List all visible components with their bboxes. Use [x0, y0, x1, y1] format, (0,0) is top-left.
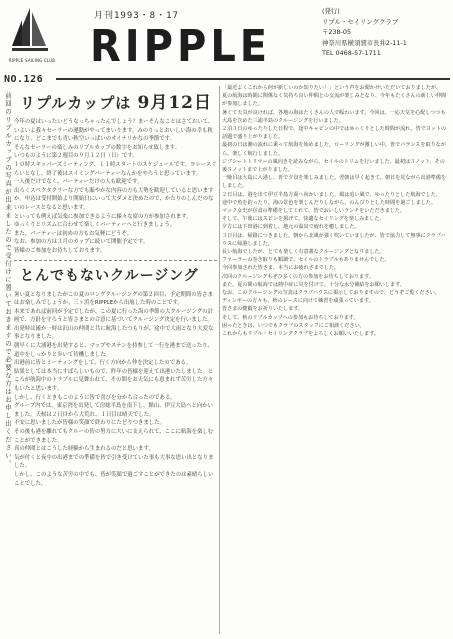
club-logo [4, 6, 54, 72]
section-divider [14, 260, 217, 261]
article2-body [14, 291, 217, 489]
paragraph: 次回のクルージングもぜひ多くの方の参加をお待ちしております。 [222, 273, 374, 280]
paragraph: 結果としては本当にすばらしいもので、昨年の皆様を迎えて出港いたしました。ところが航海中のトラブルに見舞われて、その間をお天気にも恵まれず苦労した方々もいたと思います。 [14, 368, 214, 393]
issue-date: 月刊1993・8・17 [94, 11, 179, 21]
paragraph: 皆様のご参加をお待ちしております。 [14, 247, 106, 254]
paragraph: ディンギーの方々も、秋のレースに向けて練習を頑張っています。 [222, 298, 374, 305]
paragraph: 暑くて天気が良ければ、各地の海はたくさんの人で賑わいます。今回は、一応天気を心配しつつも大島を含めた三浦半島のクルージングを行いました。 [222, 109, 446, 124]
paragraph: そして、秋のリプルカップへの参加もお待ちしております。 [222, 314, 359, 321]
paragraph: 皆さまの健闘をお祈りいたします。 [222, 306, 304, 313]
paragraph: といっても例えば気楽に参加できるように様々な席の方が参加されます。 [14, 213, 192, 220]
sailboat-logo-icon [10, 6, 50, 58]
paragraph: 夏の航海は時間に関係なく気持ち良い仲間との交流が楽しみとなり、今年もたくさんの新しい仲間が参加しました。 [222, 93, 447, 108]
paragraph: 暑い夏となりましたがこの夏のロングクルージングの第２回目、予定期間の皆さまはお楽しみでしょうか。三ヶ浜をRIPPLEから出航した時のことです。 [14, 291, 213, 307]
side-notice: 前回のリプルカップの写真が出来ましたので受付けに置いておきますので必要な方はお申し出ください。 [4, 92, 12, 468]
article2-title: とんでもないクルージング [20, 267, 199, 284]
paragraph: マック女史が昼食の準備をしてくれて、皆でおいしいランチをいただきました。 [222, 208, 406, 215]
column-divider [219, 86, 220, 634]
paragraph: 本来であれば前回が予定でしたが、この夏に行った海の季節の大クルージングの計画で、方針を守ろうと皆さまとの合意に基づいてクルージング決定を行いました。 [14, 308, 213, 324]
paragraph: ジブシートトリマーの風向きを読みながら、セイルのトリムを行いました。最初は３ノット、その後５ノットまで上がりました。 [222, 158, 445, 174]
article2-title-wrap [14, 265, 217, 291]
paragraph: しかし、行くときもこのように皆で喜びを分かち合ったのである。 [14, 394, 176, 401]
paragraph: 最初の日は潮の流れに乗って航海を始めました。ローリングが激しい中、皆でバランスを取りながら、楽しく航行しました。 [222, 142, 446, 157]
article1-title [14, 88, 217, 118]
paragraph: 一人後だけでなく、パーティーだけの人も歓迎です。 [14, 179, 143, 186]
paragraph: 長い航海でしたが、とても楽しく有意義なクルージングとなりました。 [222, 249, 385, 256]
paragraph: ゆっくりとリズムに合わせて楽しくパーティーへと行きましょう。 [14, 222, 176, 229]
paragraph: 「最近よくこれから何が新しいのか知りたい！」という声をお聞かせいただいておりましたが、 [222, 85, 442, 91]
paragraph: これからもリプル・セイリングクラブをよろしくお願いいたします。 [222, 331, 380, 338]
paragraph: しかし、このような苦労の中でも、皆が笑顔で過ごすことができたのは素晴らしいことでした。 [14, 471, 214, 487]
article3-body [222, 84, 448, 338]
paragraph: ２泊３日のゆったりした日程で、途中キャビンの中ではゆっくりとした時間が流れ、皆でヨットの話題で盛り上がりました。 [222, 126, 447, 141]
paragraph: なお、このクルージングの写真はクラブハウスに掲示しておりますので、どうぞご覧ください。 [222, 290, 440, 297]
issue-number: NO.126 [4, 74, 44, 85]
publisher-name: リプル・セイリングクラブ [322, 17, 399, 26]
publisher-postal: 〒238-05 [322, 28, 352, 36]
paragraph: また、パーティーは初めの方もお気軽にどうぞ。 [14, 230, 133, 237]
paragraph: 不安に思いましたが皆様の笑顔で終わりにたどりつきました。 [14, 420, 165, 427]
paragraph: ファーラーの巻き取りも順調で、セイルのトラブルもありませんでした。 [222, 257, 390, 264]
paragraph: いつものように第２週目の９月１２日（日）です。 [14, 153, 138, 160]
paragraph: 真の仲間とはこうした経験から生まれるのだと思います。 [14, 446, 154, 453]
paragraph: そんなセーラーの楽しみのリプルカップの数字をお知らせ致します。 [14, 144, 181, 151]
article1-body [14, 118, 217, 256]
paragraph: なお、参加の方は３月のカップに続いて開催予定です。 [14, 239, 149, 246]
paragraph: 今回参加された皆さま、本当にお疲れさまでした。 [222, 265, 340, 272]
paragraph: ２日目は、港を出て伊豆半島方面へ向かいました。風は追い風で、ゆったりとした航海でした。 [222, 191, 441, 198]
newsletter-title: RIPPLE [90, 22, 272, 72]
left-column [14, 88, 217, 636]
article1-title-a: リプルカップは [20, 94, 132, 112]
paragraph: 出発時は確か一時は沢山の仲間と共に航海したつもりが、途中で大雨となり大変な事となりました。 [14, 325, 214, 341]
right-column [222, 84, 448, 636]
article1-title-b: 9月12日 [137, 93, 212, 113]
paragraph: 今年の夏はいったいどうなっちゃったんでしょう？まーそんなことはさておいて、いよいよ我々セーラーの運動がやってまいります。みのりっとおいしい海の幸も秋になり、どこまでも青い秋空いっぱいのオイナリかなの季節です。 [14, 119, 214, 143]
paragraph: 出ろくスペクタクラーな方でも賑やかな内容の方も大勢を歓迎していると思いますか。申込は受付開始より開始日にいって大ダメと決めたので、かたりのしんだのないのレースとなると思います。 [14, 187, 214, 211]
paragraph: 途中で魚を釣ったり、海の景色を楽しんだりしながら、のんびりとした時間を過ごしました。 [222, 199, 436, 206]
publisher-address: 神奈川県横須賀市長井2-11-1 [322, 38, 407, 47]
header-rule [56, 78, 450, 80]
club-name: RIPPLE SAILING CLUB [8, 58, 56, 63]
paragraph: また、夏の間の航海では熱中症に気を付けて、十分な水分補給をお願いします。 [222, 281, 405, 288]
paragraph: 気が付くと夜中の出港までの準備を皆で引き受けていた事も大事な思い出となりました。 [14, 454, 214, 470]
paragraph: その後も港を離れてもクルーの皆の努力に大いに支えられて、ここに航海を楽しむことができました。 [14, 429, 214, 444]
publisher-label: (発行) [322, 7, 340, 15]
paragraph: 朝早くに大浦港を出発すると、マップやステンを持参して一行を港まで送ったり、道中をしっかりと歩いて待機しました。 [14, 343, 213, 358]
paragraph: ３日目は、帰路につきました。朝から北風が強く吹いていましたが、皆で協力して無事にクラブハウスに帰港しました。 [222, 232, 446, 247]
publisher-tel: TEL 0468-57-1711 [322, 49, 381, 57]
paragraph: 一晩目は大島に入港し、皆で夕食を楽しみました。翌朝は早く起きて、朝日を見ながら出港準備をしました。 [222, 175, 447, 190]
paragraph: 困ったときは、いつでもクラブのスタッフにご相談ください。 [222, 322, 365, 329]
paragraph: １０時スキッパーズミーティング、１１時スタートのスケジュールです。ヨレースぐらいとなし、終了後はスイミングパーティーなんかをやろうと思っています。 [14, 161, 217, 177]
paragraph: 出港前に皆とミーティングをして、行く方向から仲を決定したのである。 [14, 360, 192, 367]
paragraph: 夕方には下田港に到着し、地元の温泉で疲れを癒しました。 [222, 224, 360, 231]
publisher-block [322, 6, 450, 59]
paragraph: グループ内では、東京湾を出発して房総半島を南下し、館山、伊豆大島へと向かいました。天候は２日目から大荒れ、１日目は晴天でした。 [14, 403, 214, 418]
paragraph: そして、午後にはスピンを揚げて、快適なセイリングを楽しみました。 [222, 216, 385, 223]
